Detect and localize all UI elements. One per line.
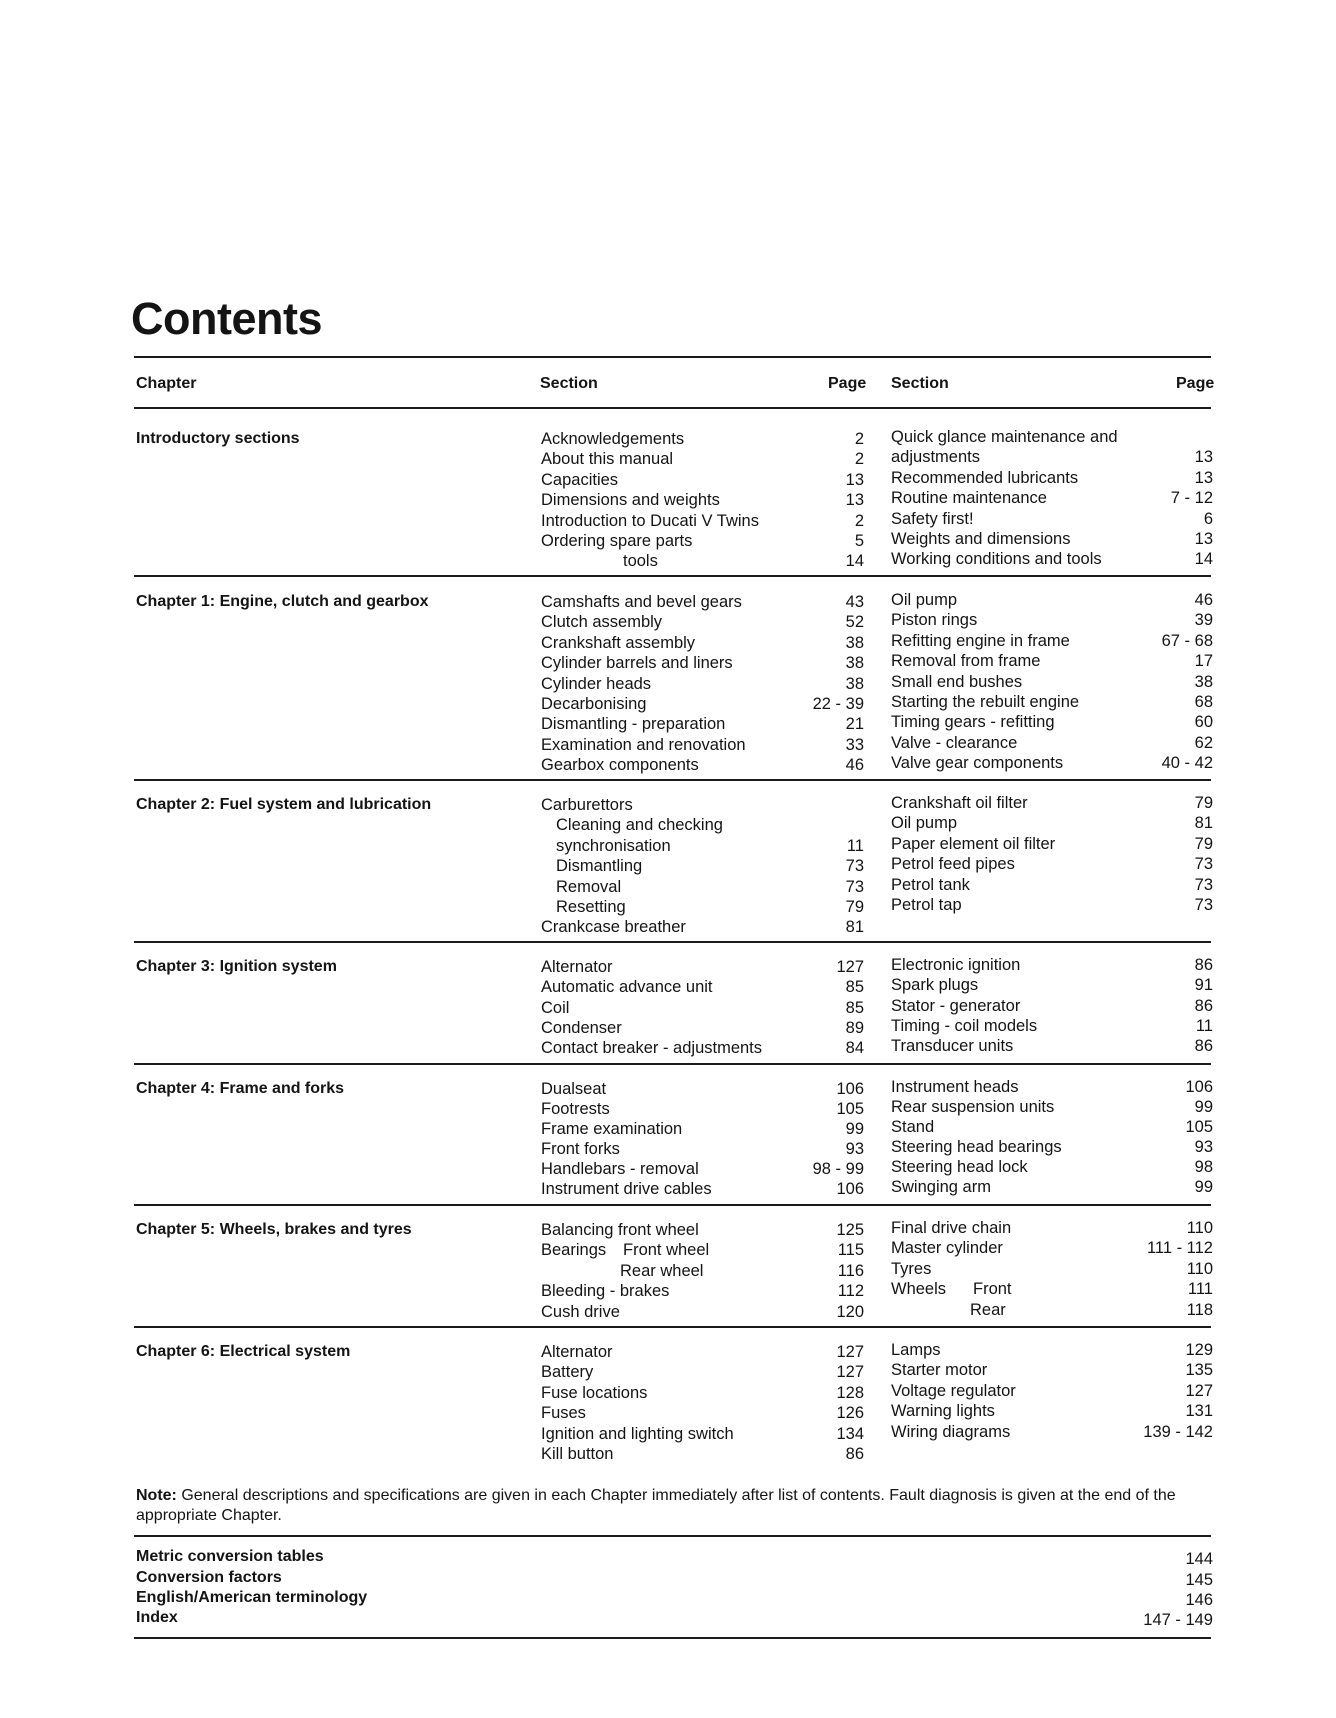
section-entry xyxy=(541,755,699,775)
header-rule xyxy=(134,407,1211,409)
section-entry xyxy=(891,975,978,995)
section-entry xyxy=(891,1157,1028,1177)
section-entry-label: Lamps xyxy=(891,1341,941,1359)
page-number: 79 xyxy=(1194,835,1213,853)
section-entry xyxy=(891,733,1017,753)
page-number: 2 xyxy=(854,512,864,530)
section-entry-label: Routine maintenance xyxy=(891,489,1047,507)
chapter-title: Chapter 4: Frame and forks xyxy=(136,1080,345,1097)
section-entry xyxy=(891,692,1079,712)
chapter-title: Chapter 2: Fuel system and lubrication xyxy=(136,796,432,813)
page-title: Contents xyxy=(131,293,322,344)
page-number: 43 xyxy=(845,593,864,611)
page-number: 106 xyxy=(836,1180,864,1198)
section-entry-label: Carburettors xyxy=(541,796,633,814)
page-number: 21 xyxy=(845,715,864,733)
section-entry xyxy=(891,1238,1003,1258)
section-entry-label: Ignition and lighting switch xyxy=(541,1425,734,1443)
section-entry xyxy=(541,836,671,856)
page-number: 38 xyxy=(845,654,864,672)
page-number: 40 - 42 xyxy=(1161,754,1213,772)
page-number: 73 xyxy=(1194,896,1213,914)
chapter-title: Introductory sections xyxy=(136,430,300,447)
page-number: 13 xyxy=(845,471,864,489)
back-matter-title: English/American terminology xyxy=(136,1589,368,1606)
section-entry-label: Quick glance maintenance and xyxy=(891,428,1118,446)
section-entry-label: Fuse locations xyxy=(541,1384,648,1402)
chapter-title: Chapter 1: Engine, clutch and gearbox xyxy=(136,593,429,610)
section-entry xyxy=(541,1342,613,1362)
chapter-separator xyxy=(134,1326,1211,1328)
page-number: 85 xyxy=(845,978,864,996)
section-entry-label: Paper element oil filter xyxy=(891,835,1056,853)
section-entry-label: Cylinder barrels and liners xyxy=(541,654,733,672)
section-entry-label: Valve gear components xyxy=(891,754,1064,772)
section-entry xyxy=(541,490,720,510)
page-number: 99 xyxy=(1194,1098,1213,1116)
page-number: 46 xyxy=(1194,591,1213,609)
section-entry xyxy=(541,592,742,612)
page-number: 46 xyxy=(845,756,864,774)
header-page-left: Page xyxy=(828,375,867,392)
page-number: 127 xyxy=(1185,1382,1213,1400)
page-number: 118 xyxy=(1186,1301,1213,1319)
section-entry xyxy=(891,590,957,610)
section-entry-label: Alternator xyxy=(541,1343,613,1361)
back-matter-title: Metric conversion tables xyxy=(136,1548,324,1565)
section-entry-label: Instrument heads xyxy=(891,1078,1019,1096)
page-number: 81 xyxy=(1194,814,1213,832)
page-number: 13 xyxy=(845,491,864,509)
section-entry-label: Resetting xyxy=(556,898,626,916)
section-entry xyxy=(541,1281,669,1301)
section-entry xyxy=(891,610,977,630)
section-entry xyxy=(891,854,1015,874)
back-matter-page: 145 xyxy=(1185,1571,1213,1589)
section-entry-label: Alternator xyxy=(541,958,613,976)
section-entry xyxy=(891,427,1118,447)
page-number: 38 xyxy=(845,634,864,652)
section-entry xyxy=(541,1403,586,1423)
section-entry xyxy=(541,551,658,571)
section-entry-label: Handlebars - removal xyxy=(541,1160,699,1178)
page-number: 7 - 12 xyxy=(1170,489,1213,507)
note-text: General descriptions and specifications are given in each Chapter immediately after list of contents. Fault diagnosis is given at the end of the appropriate Chapter. xyxy=(136,1487,1176,1524)
page-number: 85 xyxy=(845,999,864,1017)
section-entry-label: Crankshaft assembly xyxy=(541,634,696,652)
page-number: 99 xyxy=(1194,1178,1213,1196)
page-number: 139 - 142 xyxy=(1143,1423,1213,1441)
page-number: 2 xyxy=(854,450,864,468)
page-number: 81 xyxy=(845,918,864,936)
page-number: 111 - 112 xyxy=(1146,1239,1213,1257)
chapter-title: Chapter 6: Electrical system xyxy=(136,1343,351,1360)
section-entry-label: Fuses xyxy=(541,1404,586,1422)
section-entry xyxy=(541,511,759,531)
section-entry xyxy=(541,957,613,977)
page-number: 73 xyxy=(1194,855,1213,873)
section-entry xyxy=(891,1340,941,1360)
section-entry-label: Gearbox components xyxy=(541,756,699,774)
section-entry xyxy=(541,714,725,734)
section-entry-label: Condenser xyxy=(541,1019,622,1037)
section-entry xyxy=(541,998,569,1018)
section-entry xyxy=(891,651,1040,671)
section-entry xyxy=(541,815,723,835)
section-entry xyxy=(891,793,1028,813)
section-entry xyxy=(541,674,651,694)
section-entry-label: Working conditions and tools xyxy=(891,550,1102,568)
section-entry-label: Cush drive xyxy=(541,1303,620,1321)
page-number: 86 xyxy=(1194,997,1213,1015)
page-number: 91 xyxy=(1194,976,1213,994)
section-entry xyxy=(891,509,974,529)
section-entry-label: Tyres xyxy=(891,1260,932,1278)
section-entry-label: Master cylinder xyxy=(891,1239,1003,1257)
section-entry xyxy=(891,955,1020,975)
section-entry-label: Removal xyxy=(556,878,622,896)
section-entry xyxy=(541,1362,593,1382)
section-entry xyxy=(541,1139,620,1159)
chapter-separator xyxy=(134,941,1211,943)
section-entry-label: Automatic advance unit xyxy=(541,978,713,996)
page-number: 68 xyxy=(1194,693,1213,711)
section-entry-label: Recommended lubricants xyxy=(891,469,1079,487)
section-entry xyxy=(891,1259,931,1279)
section-entry-label: Transducer units xyxy=(891,1037,1014,1055)
section-entry xyxy=(541,1220,699,1240)
section-entry-label: Weights and dimensions xyxy=(891,530,1071,548)
page-number: 131 xyxy=(1185,1402,1213,1420)
section-entry xyxy=(891,672,1022,692)
page-number: 128 xyxy=(836,1384,864,1402)
section-entry xyxy=(541,1079,606,1099)
section-entry xyxy=(891,468,1078,488)
page-number: 93 xyxy=(845,1140,864,1158)
note-label: Note: xyxy=(136,1487,177,1504)
chapter-separator xyxy=(134,1063,1211,1065)
page-number: 86 xyxy=(1194,1037,1213,1055)
page-number: 38 xyxy=(845,675,864,693)
section-entry xyxy=(541,897,626,917)
page-number: 120 xyxy=(836,1303,864,1321)
section-entry-label: Valve - clearance xyxy=(891,734,1018,752)
section-entry-label: Swinging arm xyxy=(891,1178,991,1196)
section-entry-label: Wiring diagrams xyxy=(891,1423,1011,1441)
page-number: 127 xyxy=(836,1343,864,1361)
section-entry-label: Rear xyxy=(970,1301,1006,1319)
section-entry-label: Camshafts and bevel gears xyxy=(541,593,742,611)
section-entry-label: Stand xyxy=(891,1118,935,1136)
chapter-title: Chapter 5: Wheels, brakes and tyres xyxy=(136,1221,412,1238)
page-number: 11 xyxy=(846,837,864,855)
section-entry xyxy=(541,1261,703,1281)
section-entry xyxy=(541,1302,620,1322)
page-number: 127 xyxy=(836,1363,864,1381)
page-number: 14 xyxy=(1194,550,1213,568)
section-entry-label: Oil pump xyxy=(891,591,958,609)
page-number: 106 xyxy=(1185,1078,1213,1096)
section-entry xyxy=(891,1381,1016,1401)
section-entry xyxy=(891,813,957,833)
section-entry-label: Front forks xyxy=(541,1140,620,1158)
section-entry-label: adjustments xyxy=(891,448,980,466)
page-number: 110 xyxy=(1186,1260,1213,1278)
page-number: 60 xyxy=(1194,713,1213,731)
chapter-separator xyxy=(134,575,1211,577)
section-entry xyxy=(891,1077,1019,1097)
page-number: 33 xyxy=(845,736,864,754)
section-entry-label: Voltage regulator xyxy=(891,1382,1016,1400)
section-entry xyxy=(891,1218,1011,1238)
header-page-right: Page xyxy=(1176,375,1215,392)
page-number: 2 xyxy=(854,430,864,448)
page-number: 98 - 99 xyxy=(812,1160,864,1178)
section-entry xyxy=(541,877,621,897)
section-entry-label: Bleeding - brakes xyxy=(541,1282,670,1300)
page-number: 14 xyxy=(845,552,864,570)
section-entry-label: Examination and renovation xyxy=(541,736,746,754)
header-section-left: Section xyxy=(540,375,598,392)
section-entry-label: Battery xyxy=(541,1363,594,1381)
footnote xyxy=(136,1486,1216,1526)
section-entry-label: Piston rings xyxy=(891,611,978,629)
section-entry xyxy=(891,1137,1062,1157)
section-entry-group: Bearings xyxy=(541,1241,607,1259)
section-entry-label: Cleaning and checking xyxy=(556,816,723,834)
page-number: 67 - 68 xyxy=(1161,632,1213,650)
section-entry xyxy=(541,856,642,876)
back-matter-title: Conversion factors xyxy=(136,1569,282,1586)
header-chapter: Chapter xyxy=(136,375,197,392)
back-matter-page: 144 xyxy=(1185,1550,1213,1568)
page-number: 110 xyxy=(1186,1219,1213,1237)
section-entry xyxy=(541,531,692,551)
page-number: 134 xyxy=(836,1425,864,1443)
section-entry-label: Frame examination xyxy=(541,1120,683,1138)
page-number: 126 xyxy=(836,1404,864,1422)
section-entry xyxy=(891,895,962,915)
back-matter-page: 146 xyxy=(1185,1591,1213,1609)
section-entry-label: Rear wheel xyxy=(620,1262,704,1280)
section-entry xyxy=(541,1119,682,1139)
section-entry xyxy=(891,447,980,467)
section-entry-label: Removal from frame xyxy=(891,652,1041,670)
page-number: 17 xyxy=(1194,652,1213,670)
section-entry-label: Footrests xyxy=(541,1100,610,1118)
section-entry xyxy=(891,529,1070,549)
page-number: 73 xyxy=(845,878,864,896)
page-number: 5 xyxy=(854,532,864,550)
note-rule xyxy=(134,1535,1211,1537)
section-entry xyxy=(891,631,1070,651)
page-number: 127 xyxy=(836,958,864,976)
page-number: 135 xyxy=(1185,1361,1213,1379)
page-number: 13 xyxy=(1194,448,1213,466)
section-entry xyxy=(891,1300,1006,1320)
section-entry-label: Warning lights xyxy=(891,1402,995,1420)
section-entry xyxy=(541,735,746,755)
section-entry-label: Petrol tank xyxy=(891,876,970,894)
section-entry xyxy=(541,1159,699,1179)
page-number: 89 xyxy=(845,1019,864,1037)
section-entry xyxy=(541,1038,762,1058)
page-number: 129 xyxy=(1185,1341,1213,1359)
section-entry-label: Instrument drive cables xyxy=(541,1180,712,1198)
section-entry-label: Steering head bearings xyxy=(891,1138,1062,1156)
section-entry-label: Starter motor xyxy=(891,1361,988,1379)
chapter-separator xyxy=(134,779,1211,781)
section-entry-label: Balancing front wheel xyxy=(541,1221,699,1239)
page-number: 13 xyxy=(1194,469,1213,487)
section-entry xyxy=(891,996,1020,1016)
section-entry-label: About this manual xyxy=(541,450,674,468)
section-entry-label: Crankshaft oil filter xyxy=(891,794,1028,812)
page-number: 115 xyxy=(837,1241,864,1259)
section-entry-label: Final drive chain xyxy=(891,1219,1012,1237)
section-entry-label: Dualseat xyxy=(541,1080,607,1098)
section-entry xyxy=(891,875,970,895)
section-entry-label: Kill button xyxy=(541,1445,614,1463)
header-section-right: Section xyxy=(891,375,949,392)
section-entry xyxy=(541,1018,622,1038)
chapter-separator xyxy=(134,1204,1211,1206)
section-entry-label: Acknowledgements xyxy=(541,430,685,448)
page-number: 98 xyxy=(1194,1158,1213,1176)
section-entry-label: Small end bushes xyxy=(891,673,1023,691)
section-entry xyxy=(541,429,684,449)
section-entry xyxy=(541,449,673,469)
section-entry-label: tools xyxy=(623,552,658,570)
page-number: 38 xyxy=(1194,673,1213,691)
page-number: 116 xyxy=(837,1262,864,1280)
section-entry-label: Petrol tap xyxy=(891,896,962,914)
section-entry xyxy=(891,712,1055,732)
section-entry xyxy=(891,488,1047,508)
section-entry xyxy=(891,834,1055,854)
section-entry-label: Ordering spare parts xyxy=(541,532,693,550)
page-number: 106 xyxy=(836,1080,864,1098)
section-entry xyxy=(541,470,618,490)
section-entry xyxy=(541,612,662,632)
page-number: 86 xyxy=(1194,956,1213,974)
section-entry-label: Introduction to Ducati V Twins xyxy=(541,512,759,530)
section-entry xyxy=(891,1279,1012,1299)
section-entry-label: Decarbonising xyxy=(541,695,647,713)
section-entry xyxy=(541,1179,712,1199)
section-entry-label: Crankcase breather xyxy=(541,918,686,936)
section-entry xyxy=(541,633,695,653)
page-number: 73 xyxy=(845,857,864,875)
page-number: 73 xyxy=(1194,876,1213,894)
section-entry-label: Coil xyxy=(541,999,570,1017)
section-entry-group: Wheels xyxy=(891,1280,947,1298)
section-entry xyxy=(891,1401,995,1421)
page-number: 22 - 39 xyxy=(812,695,864,713)
page-number: 111 xyxy=(1187,1280,1213,1298)
section-entry-label: Dismantling xyxy=(556,857,643,875)
page-number: 13 xyxy=(1194,530,1213,548)
section-entry-label: Timing - coil models xyxy=(891,1017,1038,1035)
section-entry xyxy=(541,1383,647,1403)
section-entry-label: Front xyxy=(973,1280,1012,1298)
section-entry xyxy=(541,694,646,714)
section-entry xyxy=(541,1444,613,1464)
page-number: 125 xyxy=(836,1221,864,1239)
section-entry xyxy=(541,1240,709,1260)
section-entry-label: Capacities xyxy=(541,471,619,489)
page-number: 86 xyxy=(845,1445,864,1463)
section-entry xyxy=(891,549,1102,569)
page-number: 79 xyxy=(1194,794,1213,812)
back-matter-title: Index xyxy=(136,1609,178,1626)
section-entry-label: Dimensions and weights xyxy=(541,491,720,509)
section-entry-label: Refitting engine in frame xyxy=(891,632,1070,650)
page-number: 84 xyxy=(845,1039,864,1057)
section-entry xyxy=(891,1036,1013,1056)
page-number: 105 xyxy=(836,1100,864,1118)
section-entry-label: Clutch assembly xyxy=(541,613,663,631)
section-entry xyxy=(891,1422,1010,1442)
section-entry-label: Timing gears - refitting xyxy=(891,713,1055,731)
section-entry xyxy=(891,753,1063,773)
page-number: 112 xyxy=(837,1282,864,1300)
section-entry xyxy=(541,977,713,997)
section-entry xyxy=(891,1177,991,1197)
page-number: 52 xyxy=(845,613,864,631)
page-number: 99 xyxy=(845,1120,864,1138)
section-entry xyxy=(891,1360,987,1380)
section-entry-label: Contact breaker - adjustments xyxy=(541,1039,763,1057)
section-entry-label: Dismantling - preparation xyxy=(541,715,726,733)
section-entry-label: Stator - generator xyxy=(891,997,1021,1015)
section-entry xyxy=(541,1099,610,1119)
title-rule xyxy=(134,356,1211,358)
section-entry-label: synchronisation xyxy=(556,837,671,855)
section-entry xyxy=(541,917,686,937)
section-entry-label: Safety first! xyxy=(891,510,974,528)
section-entry xyxy=(541,795,633,815)
page-number: 79 xyxy=(845,898,864,916)
section-entry-label: Spark plugs xyxy=(891,976,979,994)
chapter-title: Chapter 3: Ignition system xyxy=(136,958,337,975)
page-number: 105 xyxy=(1185,1118,1213,1136)
section-entry xyxy=(891,1016,1037,1036)
bottom-rule xyxy=(134,1637,1211,1639)
section-entry-label: Petrol feed pipes xyxy=(891,855,1015,873)
section-entry-label: Cylinder heads xyxy=(541,675,652,693)
back-matter-page: 147 - 149 xyxy=(1143,1611,1213,1629)
page-number: 6 xyxy=(1203,510,1213,528)
page-number: 11 xyxy=(1195,1017,1213,1035)
page-number: 93 xyxy=(1194,1138,1213,1156)
section-entry-label: Oil pump xyxy=(891,814,958,832)
section-entry-label: Starting the rebuilt engine xyxy=(891,693,1080,711)
page-number: 62 xyxy=(1194,734,1213,752)
page-number: 39 xyxy=(1194,611,1213,629)
section-entry-label: Front wheel xyxy=(623,1241,710,1259)
section-entry xyxy=(541,1424,734,1444)
section-entry xyxy=(891,1097,1054,1117)
section-entry-label: Rear suspension units xyxy=(891,1098,1055,1116)
section-entry xyxy=(541,653,733,673)
section-entry-label: Electronic ignition xyxy=(891,956,1021,974)
section-entry xyxy=(891,1117,934,1137)
section-entry-label: Steering head lock xyxy=(891,1158,1028,1176)
